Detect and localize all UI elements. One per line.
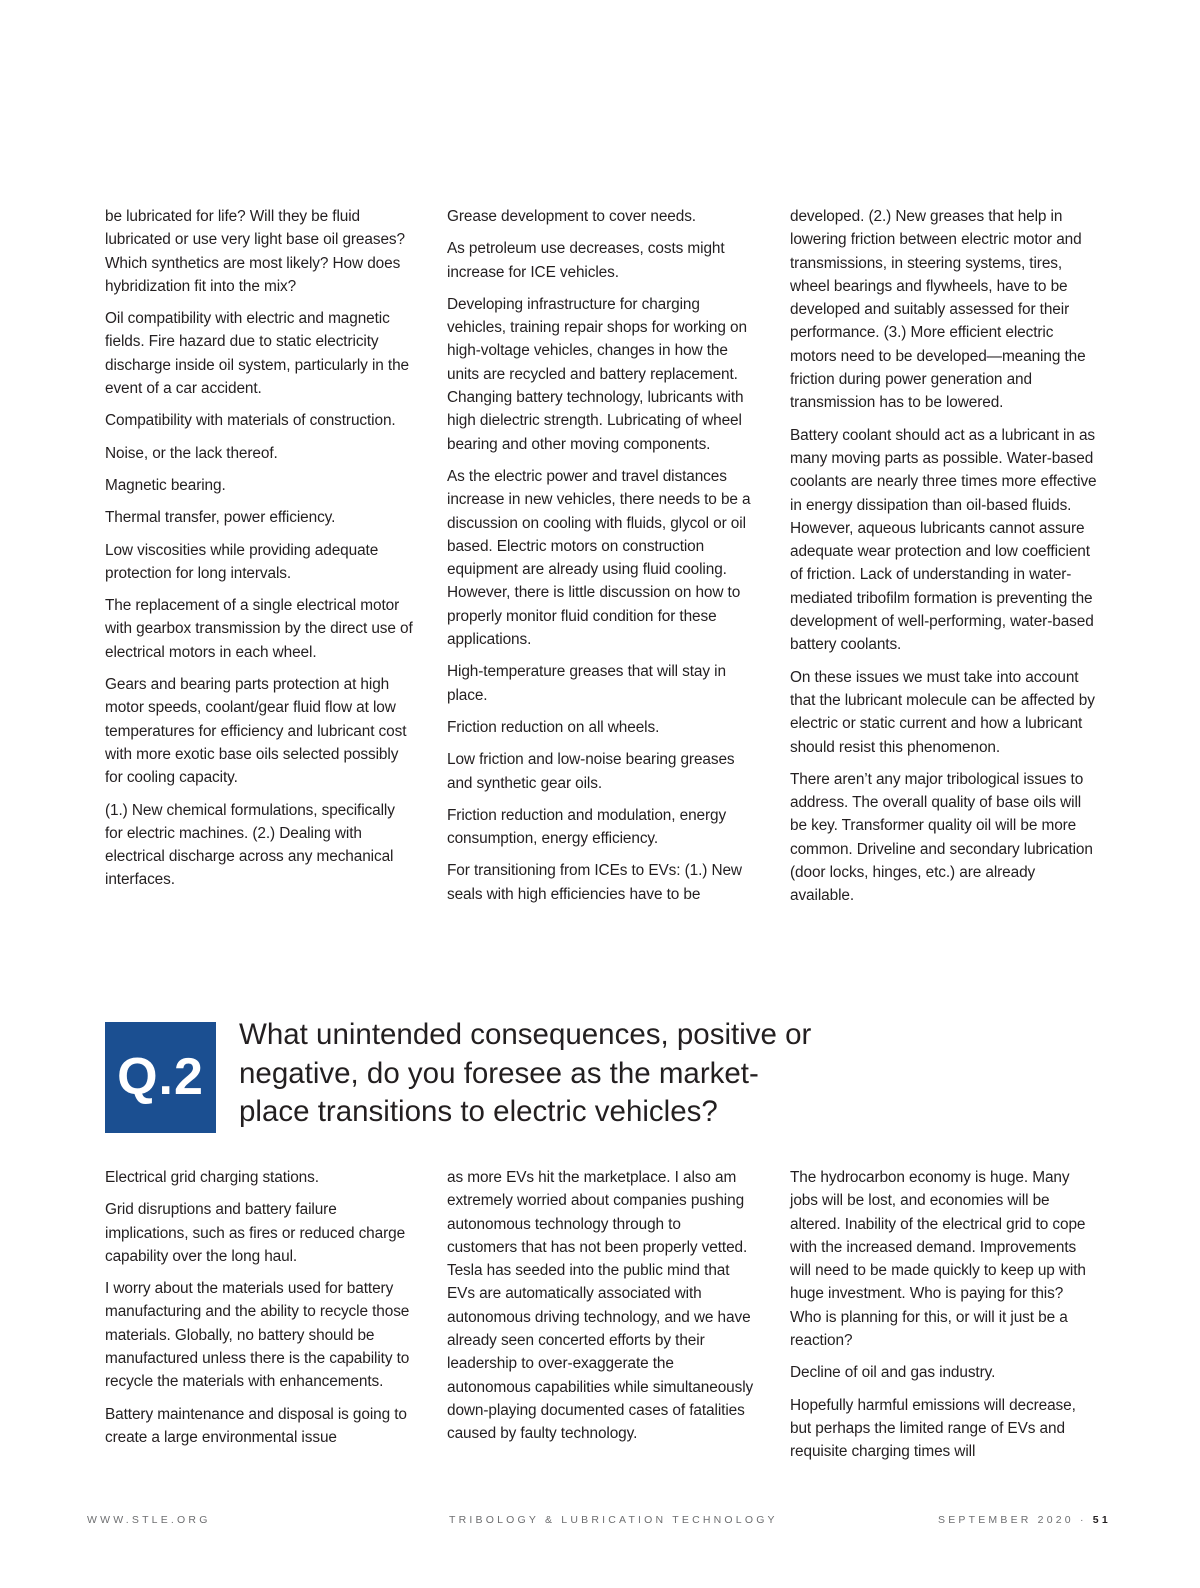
question-heading: What unintended consequences, positive or negative, do you foresee as the market-place transitions to electric vehicles?: [239, 1018, 812, 1128]
paragraph: Oil compatibility with electric and magnetic fields. Fire hazard due to static electricity discharge inside oil system, particularly in the event of a car accident.: [105, 310, 410, 398]
footer-separator: ·: [1079, 1514, 1087, 1526]
top-column-2: [447, 205, 755, 915]
paragraph: Magnetic bearing.: [105, 476, 226, 494]
footer-website: WWW.STLE.ORG: [87, 1514, 211, 1526]
paragraph: Low friction and low-noise bearing greases and synthetic gear oils.: [447, 751, 735, 792]
paragraph: Electrical grid charging stations.: [105, 1169, 319, 1186]
paragraph: There aren’t any major tribological issues to address. The overall quality of base oils will be key. Transformer quality oil will be more common. Driveline and secondary lubrication (door locks, hinges, etc.) are already available.: [790, 770, 1093, 905]
paragraph: Developing infrastructure for charging vehicles, training repair shops for working on high-voltage vehicles, changes in how the units are recycled and battery replacement. Changing battery technology, lubricants with high dielectric strength. Lubricating of wheel bearing and other moving components.: [447, 295, 747, 453]
paragraph: As the electric power and travel distances increase in new vehicles, there needs to be a discussion on cooling with fluids, glycol or oil based. Electric motors on construction equipment are already using fluid cooling. However, there is little discussion on how to properly monitor fluid condition for these applications.: [447, 467, 751, 649]
top-column-1: [105, 205, 413, 901]
paragraph: I worry about the materials used for battery manufacturing and the ability to recycle those materials. Globally, no battery should be manufactured unless there is the capability to recycle the materials with enhancements.: [105, 1280, 410, 1391]
paragraph: High-temperature greases that will stay in place.: [447, 663, 726, 704]
footer-date-page: [938, 1514, 1111, 1526]
paragraph: Low viscosities while providing adequate protection for long intervals.: [105, 541, 379, 582]
paragraph: (1.) New chemical formulations, specifically for electric machines. (2.) Dealing with electrical discharge across any mechanical interfaces.: [105, 801, 395, 889]
answer-column-2: [447, 1166, 755, 1455]
paragraph: For transitioning from ICEs to EVs: (1.) New seals with high efficiencies have to be: [447, 862, 742, 903]
paragraph: Decline of oil and gas industry.: [790, 1364, 996, 1382]
top-column-3: [790, 205, 1098, 917]
paragraph: Battery maintenance and disposal is going to create a large environmental issue: [105, 1405, 407, 1446]
paragraph: On these issues we must take into account that the lubricant molecule can be affected by electric or static current and how a lubricant should resist this phenomenon.: [790, 668, 1095, 756]
paragraph: The replacement of a single electrical motor with gearbox transmission by the direct use of electrical motors in each wheel.: [105, 597, 413, 661]
paragraph: Compatibility with materials of construction.: [105, 412, 396, 430]
paragraph: Gears and bearing parts protection at high motor speeds, coolant/gear fluid flow at low temperatures for efficiency and lubricant cost with more exotic base oils selected possibly for cooling capacity.: [105, 676, 407, 787]
paragraph: Battery coolant should act as a lubricant in as many moving parts as possible. Water-based coolants are nearly three times more effective in energy dissipation than oil-based fluids. However, aqueous lubricants cannot assure adequate wear protection and low coefficient of friction. Lack of understanding in water-mediated tribofilm formation is preventing the development of well-performing, water-based battery coolants.: [790, 426, 1097, 654]
footer-publication: TRIBOLOGY & LUBRICATION TECHNOLOGY: [449, 1514, 778, 1526]
paragraph: Grid disruptions and battery failure implications, such as fires or reduced charge capability over the long haul.: [105, 1201, 406, 1265]
paragraph: be lubricated for life? Will they be fluid lubricated or use very light base oil greases? Which synthetics are most likely? How does hybridization fit into the mix?: [105, 208, 405, 295]
question-number-badge: Q.2: [105, 1022, 216, 1133]
page-number: 51: [1092, 1514, 1111, 1526]
paragraph: Friction reduction on all wheels.: [447, 718, 660, 736]
paragraph: Hopefully harmful emissions will decrease, but perhaps the limited range of EVs and requisite charging times will: [790, 1396, 1076, 1461]
footer-date: SEPTEMBER 2020: [938, 1514, 1074, 1526]
paragraph: Noise, or the lack thereof.: [105, 444, 278, 462]
answer-column-3: [790, 1166, 1098, 1473]
paragraph: as more EVs hit the marketplace. I also am extremely worried about companies pushing autonomous technology through to customers that has not been properly vetted. Tesla has seeded into the public mind that EVs are automatically associated with autonomous driving technology, and we have already seen concerted efforts by their leadership to over-exaggerate the autonomous capabilities while simultaneously down-playing documented cases of fatalities caused by faulty technology.: [447, 1169, 754, 1443]
paragraph: developed. (2.) New greases that help in lowering friction between electric motor and transmissions, in steering systems, tires, wheel bearings and flywheels, have to be developed and suitably assessed for their performance. (3.) More efficient electric motors need to be developed—meaning the friction during power generation and transmission has to be lowered.: [790, 208, 1086, 412]
paragraph: As petroleum use decreases, costs might increase for ICE vehicles.: [447, 240, 725, 281]
paragraph: The hydrocarbon economy is huge. Many jobs will be lost, and economies will be altered. Inability of the electrical grid to cope with the increased demand. Improvements will need to be made quickly to keep up with huge investment. Who is paying for this? Who is planning for this, or will it just be a reaction?: [790, 1169, 1086, 1350]
paragraph: Grease development to cover needs.: [447, 208, 696, 225]
paragraph: Friction reduction and modulation, energy consumption, energy efficiency.: [447, 806, 727, 848]
answer-column-1: [105, 1166, 413, 1458]
paragraph: Thermal transfer, power efficiency.: [105, 509, 336, 527]
